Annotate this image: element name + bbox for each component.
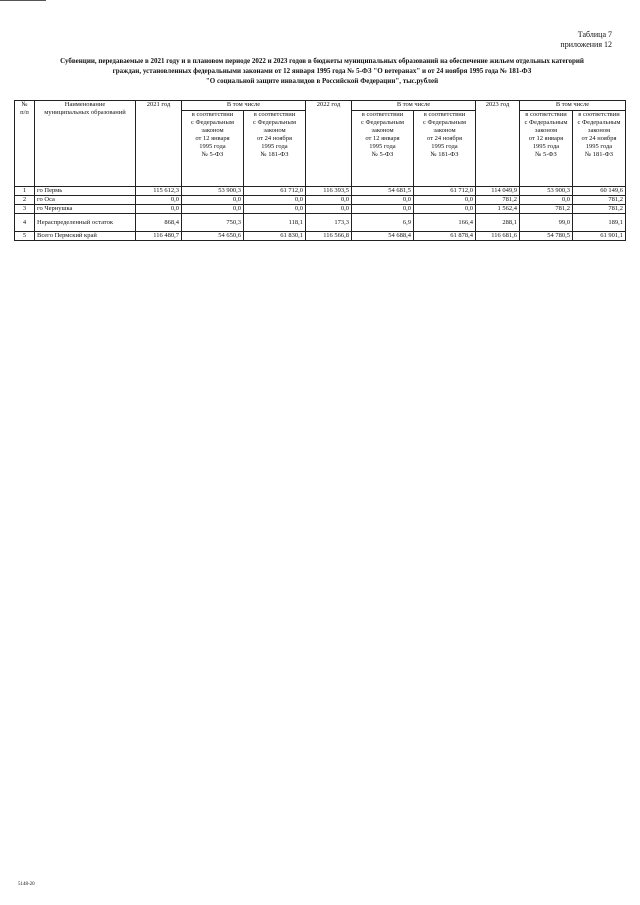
sub-header-line: от 12 января [528, 135, 564, 142]
incl-2022-header: В том числе [352, 101, 476, 111]
table-row [15, 214, 626, 232]
municipality-name: го Пермь [35, 187, 136, 196]
sub-header-line: в соответствии [525, 111, 567, 118]
municipality-name: Нераспределенный остаток [35, 214, 136, 232]
sub-header-line: в соответствии [191, 111, 234, 118]
footer-code: 5148-20 [18, 882, 35, 887]
sub-header-line: в соответствии [423, 111, 466, 118]
value-cell: 166,4 [414, 214, 476, 232]
sub-header-line: с Федеральным [361, 119, 404, 126]
table-body [15, 187, 626, 241]
sub-header-line: с Федеральным [191, 119, 234, 126]
value-cell: 0,0 [244, 205, 306, 214]
sub-header-line: 1995 года [199, 143, 226, 150]
municipality-name: Всего Пермский край [35, 232, 136, 241]
value-cell: 0,0 [414, 205, 476, 214]
value-cell: 54 681,5 [352, 187, 414, 196]
sub-header-line: с Федеральным [524, 119, 568, 126]
subsidy-table [14, 100, 626, 241]
table-row [15, 205, 626, 214]
value-cell: 54 688,4 [352, 232, 414, 241]
value-cell: 0,0 [520, 196, 573, 205]
value-cell: 61 901,1 [573, 232, 626, 241]
value-cell: 0,0 [352, 205, 414, 214]
value-cell: 61 878,4 [414, 232, 476, 241]
value-cell: 54 780,5 [520, 232, 573, 241]
value-cell: 781,2 [476, 196, 520, 205]
sub-header-line: № 181-ФЗ [260, 151, 289, 158]
row-number: 1 [15, 187, 35, 196]
col-num-header: № п/п [15, 101, 35, 187]
value-cell: 116 393,5 [306, 187, 352, 196]
value-cell: 0,0 [306, 196, 352, 205]
value-cell: 868,4 [136, 214, 182, 232]
value-cell: 116 480,7 [136, 232, 182, 241]
sub-header-line: с Федеральным [253, 119, 296, 126]
sub-header-line: от 24 ноября [427, 135, 462, 142]
value-cell: 115 612,3 [136, 187, 182, 196]
title-line-1: Субвенции, передаваемые в 2021 году и в плановом периоде 2022 и 2023 годов в бюджеты муниципальных образований на обеспечение жильем отдельных категорий [60, 57, 584, 65]
sub-header-5fz [520, 111, 573, 187]
row-number: 3 [15, 205, 35, 214]
sub-header-line: от 12 января [195, 135, 230, 142]
sub-header-line: законом [587, 127, 611, 134]
value-cell: 61 712,0 [244, 187, 306, 196]
sub-header-181fz [244, 111, 306, 187]
row-number: 5 [15, 232, 35, 241]
value-cell: 53 900,3 [520, 187, 573, 196]
sub-header-line: в соответствии [361, 111, 404, 118]
sub-header-line: 1995 года [431, 143, 458, 150]
sub-header-181fz [414, 111, 476, 187]
sub-header-line: 1995 года [369, 143, 396, 150]
document-title [22, 56, 622, 86]
sub-header-line: от 12 января [365, 135, 400, 142]
sub-header-line: 1995 года [532, 143, 560, 150]
value-cell: 118,1 [244, 214, 306, 232]
col-2023-header: 2023 год [476, 101, 520, 187]
table-row [15, 196, 626, 205]
table-number: Таблица 7 [577, 30, 612, 39]
row-number: 2 [15, 196, 35, 205]
appendix-header [560, 30, 612, 50]
value-cell: 0,0 [306, 205, 352, 214]
value-cell: 0,0 [414, 196, 476, 205]
value-cell: 61 712,0 [414, 187, 476, 196]
sub-header-line: 1995 года [261, 143, 288, 150]
sub-header-line: в соответствии [578, 111, 620, 118]
col-2021-header: 2021 год [136, 101, 182, 187]
incl-2023-header: В том числе [520, 101, 626, 111]
value-cell: 173,3 [306, 214, 352, 232]
sub-header-5fz [352, 111, 414, 187]
sub-header-line: 1995 года [585, 143, 613, 150]
value-cell: 60 149,6 [573, 187, 626, 196]
title-line-2: граждан, установленных федеральными законами от 12 января 1995 года № 5-ФЗ "О ветеранах" и от 24 ноября 1995 года № 181-ФЗ [112, 67, 532, 75]
sub-header-5fz [182, 111, 244, 187]
value-cell: 288,1 [476, 214, 520, 232]
value-cell: 781,2 [573, 205, 626, 214]
value-cell: 781,2 [520, 205, 573, 214]
value-cell: 99,0 [520, 214, 573, 232]
value-cell: 114 049,9 [476, 187, 520, 196]
sub-header-line: в соответствии [253, 111, 296, 118]
incl-2021-header: В том числе [182, 101, 306, 111]
value-cell: 53 900,3 [182, 187, 244, 196]
col-2022-header: 2022 год [306, 101, 352, 187]
value-cell: 0,0 [136, 196, 182, 205]
sub-header-line: законом [371, 127, 394, 134]
sub-header-line: с Федеральным [423, 119, 466, 126]
value-cell: 0,0 [136, 205, 182, 214]
sub-header-line: с Федеральным [577, 119, 621, 126]
value-cell: 1 562,4 [476, 205, 520, 214]
value-cell: 189,1 [573, 214, 626, 232]
sub-header-line: законом [201, 127, 224, 134]
table-row [15, 187, 626, 196]
sub-header-line: № 181-ФЗ [584, 151, 614, 158]
sub-header-line: № 5-ФЗ [371, 151, 394, 158]
sub-header-line: № 5-ФЗ [535, 151, 557, 158]
value-cell: 0,0 [182, 205, 244, 214]
sub-header-181fz [573, 111, 626, 187]
value-cell: 54 650,6 [182, 232, 244, 241]
title-line-3: "О социальной защите инвалидов в Российской Федерации", тыс.рублей [205, 77, 439, 85]
value-cell: 0,0 [244, 196, 306, 205]
col-name-header: Наименование муниципальных образований [35, 101, 136, 187]
municipality-name: го Чернушка [35, 205, 136, 214]
municipality-name: го Оса [35, 196, 136, 205]
top-rule [0, 0, 46, 1]
header-row-1 [15, 101, 626, 111]
sub-header-line: № 181-ФЗ [430, 151, 459, 158]
value-cell: 6,9 [352, 214, 414, 232]
value-cell: 0,0 [182, 196, 244, 205]
appendix-number: приложения 12 [560, 40, 612, 49]
sub-header-line: законом [534, 127, 558, 134]
value-cell: 781,2 [573, 196, 626, 205]
value-cell: 750,3 [182, 214, 244, 232]
value-cell: 0,0 [352, 196, 414, 205]
sub-header-line: от 24 ноября [257, 135, 292, 142]
value-cell: 61 830,1 [244, 232, 306, 241]
row-number: 4 [15, 214, 35, 232]
table-row [15, 232, 626, 241]
value-cell: 116 566,8 [306, 232, 352, 241]
sub-header-line: законом [263, 127, 286, 134]
sub-header-line: от 24 ноября [581, 135, 617, 142]
sub-header-line: законом [433, 127, 456, 134]
sub-header-line: № 5-ФЗ [201, 151, 224, 158]
value-cell: 116 681,6 [476, 232, 520, 241]
